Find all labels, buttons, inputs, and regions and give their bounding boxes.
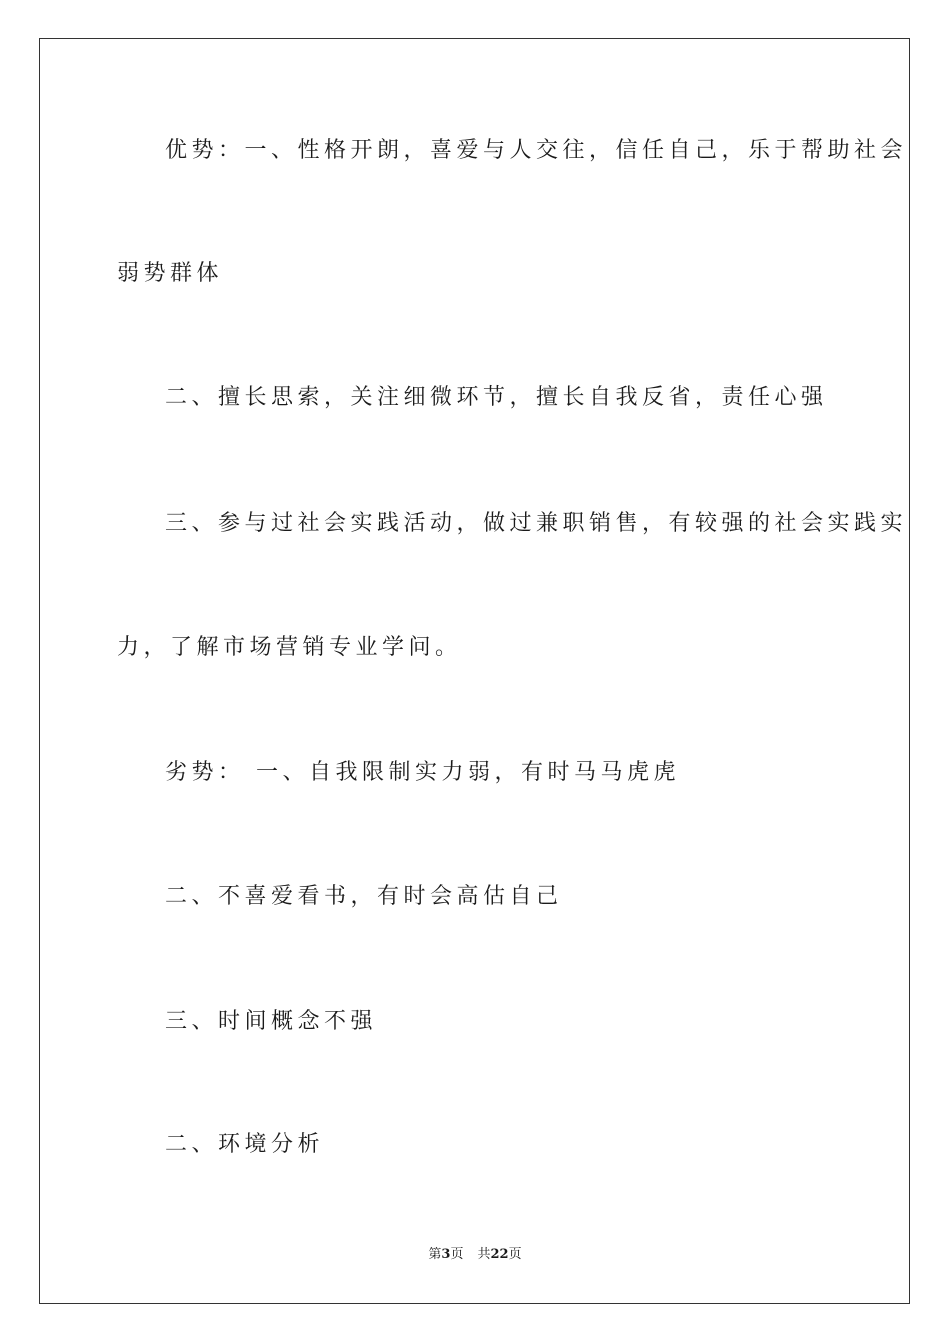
paragraph-line: 劣势： 一、自我限制实力弱，有时马马虎虎 [165, 760, 680, 785]
paragraph-line: 二、擅长思索，关注细微环节，擅长自我反省，责任心强 [165, 385, 828, 410]
paragraph-line: 三、参与过社会实践活动，做过兼职销售，有较强的社会实践实 [165, 511, 908, 536]
page-suffix: 页 [450, 1247, 464, 1262]
page-prefix: 第 [428, 1247, 442, 1262]
paragraph-line: 二、不喜爱看书，有时会高估自己 [165, 884, 563, 909]
total-prefix: 共 [477, 1247, 491, 1262]
total-suffix: 页 [508, 1247, 522, 1262]
page-footer [0, 1246, 950, 1264]
paragraph-line: 弱势群体 [117, 261, 224, 286]
page-number: 3 [441, 1247, 451, 1262]
paragraph-line: 力，了解市场营销专业学问。 [117, 635, 462, 660]
paragraph-line: 优势：一、性格开朗，喜爱与人交往，信任自己，乐于帮助社会 [165, 138, 908, 163]
section-heading: 二、环境分析 [165, 1132, 325, 1157]
paragraph-line: 三、时间概念不强 [165, 1009, 378, 1034]
total-pages: 22 [490, 1247, 509, 1262]
page-border [39, 38, 910, 1304]
